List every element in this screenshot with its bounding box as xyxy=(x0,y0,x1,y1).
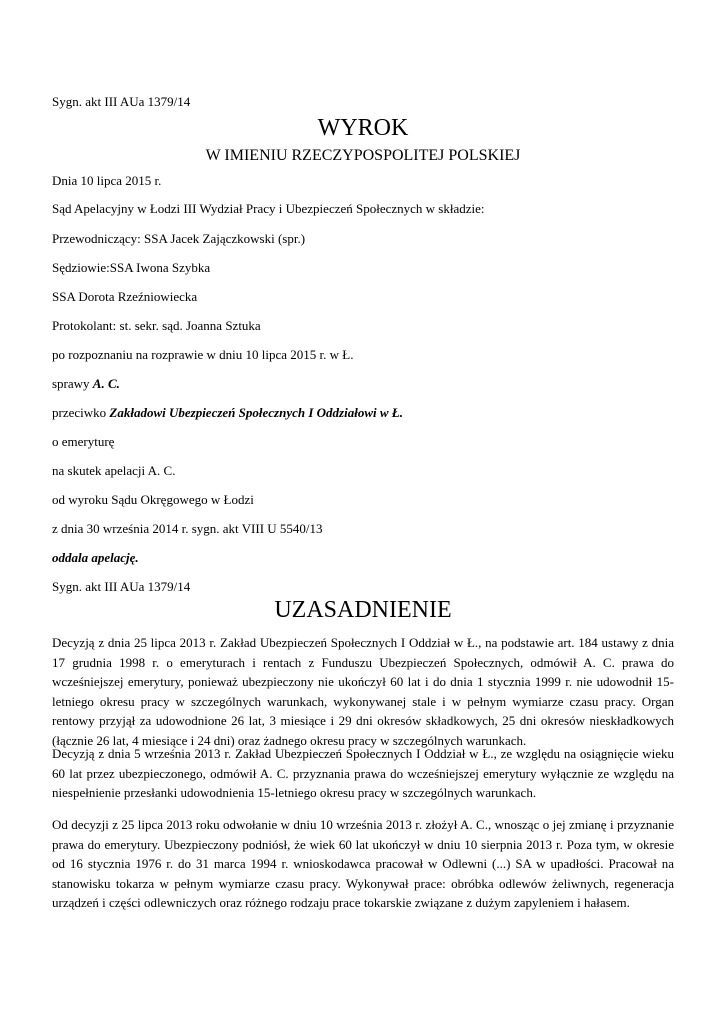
against-party: Zakładowi Ubezpieczeń Społecznych I Oddziałowi w Ł. xyxy=(109,405,403,420)
case-party: A. C. xyxy=(92,376,120,391)
appeal-info: na skutek apelacji A. C. xyxy=(52,463,176,478)
justification-paragraph: Decyzją z dnia 5 września 2013 r. Zakład Ubezpieczeń Społecznych I Oddział w Ł., ze względu na osiągnięcie wieku 60 lat przez ubezpieczonego, odmówił A. C. przyznania prawa do wcześniejszej emerytury wyłącznie ze względu na niespełnienie przesłanki udowodnienia 15-letniego okresu pracy w szczególnych warunkach. xyxy=(52,746,674,801)
against-prefix: przeciwko xyxy=(52,405,110,420)
ruling: oddala apelację. xyxy=(52,550,139,565)
judge-1: Sędziowie:SSA Iwona Szybka xyxy=(52,260,211,275)
justification-title: UZASADNIENIE xyxy=(274,597,452,623)
case-line xyxy=(52,376,120,392)
justification-paragraph: Decyzją z dnia 25 lipca 2013 r. Zakład Ubezpieczeń Społecznych I Oddział w Ł., na podstawie art. 184 ustawy z dnia 17 grudnia 1998 r. o emeryturach i rentach z Funduszu Ubezpieczeń Społecznych, odmówił A. C. prawa do wcześniejszej emerytury, ponieważ ubezpieczony nie ukończył 60 lat i do dnia 1 stycznia 1999 r. nie udowodnił 15-letniego okresu pracy w szczególnych warunkach, wykonywanej stale i w pełnym wymiarze czasu pracy. Organ rentowy przyjął za udowodnione 26 lat, 3 miesiące i 29 dni okresów składkowych, 25 dni okresów nieskładkowych (łącznie 26 lat, 4 miesiące i 24 dni) oraz żadnego okresu pracy w szczególnych warunkach. xyxy=(52,635,674,748)
court-composition: Sąd Apelacyjny w Łodzi III Wydział Pracy i Ubezpieczeń Społecznych w składzie: xyxy=(52,201,485,216)
judge-2: SSA Dorota Rzeźniowiecka xyxy=(52,289,198,304)
justification-paragraph: Od decyzji z 25 lipca 2013 roku odwołanie w dniu 10 września 2013 r. złożył A. C., wnosząc o jej zmianę i przyznanie prawa do emerytury. Ubezpieczony podniósł, że wiek 60 lat ukończył w dniu 10 sierpnia 2013 r. Poza tym, w okresie od 16 stycznia 1976 r. do 31 marca 1994 r. wnioskodawca pracował w Odlewni (...) SA w upadłości. Pracował na stanowisku tokarza w pełnym wymiarze czasu pracy. Wykonywał prace: obróbka odlewów żeliwnych, regeneracja urządzeń i części odlewniczych oraz różnego rodzaju prace tokarskie związane z dużym zapyleniem i hałasem. xyxy=(52,817,674,911)
lower-court-date: z dnia 30 września 2014 r. sygn. akt VIII U 5540/13 xyxy=(52,521,323,536)
judgment-date: Dnia 10 lipca 2015 r. xyxy=(52,173,162,188)
lower-court-judgment: od wyroku Sądu Okręgowego w Łodzi xyxy=(52,492,254,507)
case-signature-top: Sygn. akt III AUa 1379/14 xyxy=(52,94,191,109)
hearing-info: po rozpoznaniu na rozprawie w dniu 10 lipca 2015 r. w Ł. xyxy=(52,347,354,362)
case-prefix: sprawy xyxy=(52,376,93,391)
judgment-title: WYROK xyxy=(317,115,409,141)
case-signature-justification: Sygn. akt III AUa 1379/14 xyxy=(52,579,191,594)
court-clerk: Protokolant: st. sekr. sąd. Joanna Sztuka xyxy=(52,318,261,333)
presiding-judge: Przewodniczący: SSA Jacek Zajączkowski (spr.) xyxy=(52,231,306,246)
against-line xyxy=(52,405,403,421)
case-subject: o emeryturę xyxy=(52,434,115,449)
judgment-subtitle: W IMIENIU RZECZYPOSPOLITEJ POLSKIEJ xyxy=(205,147,521,164)
